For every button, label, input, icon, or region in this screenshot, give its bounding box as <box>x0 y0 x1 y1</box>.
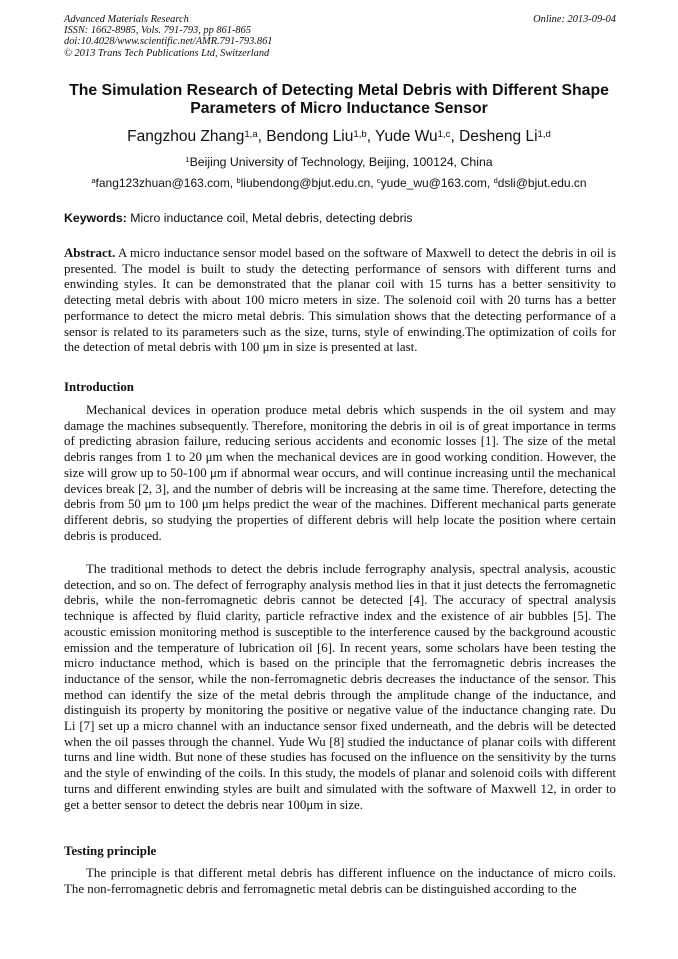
paper-title: The Simulation Research of Detecting Metal Debris with Different Shape Parameters of Micro Inductance Sensor <box>69 82 609 117</box>
email-list <box>40 176 638 190</box>
author-name: Desheng Li <box>459 128 538 145</box>
issn-line: ISSN: 1662-8985, Vols. 791-793, pp 861-865 <box>64 25 252 37</box>
doi-line: doi:10.4028/www.scientific.net/AMR.791-793.861 <box>64 36 273 48</box>
author-name: Fangzhou Zhang <box>127 128 245 145</box>
testing-principle-heading: Testing principle <box>64 844 157 858</box>
introduction-paragraph-2: The traditional methods to detect the debris include ferrography analysis, spectral analysis, acoustic detection, and so on. The defect of ferrography analysis method lies in that it just detects the ferromagnetic debris, while the non-ferromagnetic debris cannot be detected [4]. The accuracy of spectral analysis technique is affected by fluid clarity, particle refractive index and the existence of air bubbles [5]. The acoustic emission monitoring method is susceptible to the interference caused by the background acoustic emission and the temperature of lubrication oil [6]. In recent years, some scholars have been testing the micro inductance method, which is based on the principle that the ferromagnetic debris increases the inductance of the sensor, while the non-ferromagnetic debris decreases the inductance of the sensor. This method can identify the size of the metal debris through the amplitude change of the inductance, and distinguish its property by monitoring the positive or negative value of the inductance changing rate. Du Li [7] set up a micro channel with an inductance sensor fixed underneath, and the debris will be detected when the oil passes through the channel. Yude Wu [8] studied the inductance of planar coils with different turns and line width. But none of these studies has focused on the influence on the sensitivity by the turns and the style of enwinding of the coils. In this study, the models of planar and solenoid coils with different turns and different enwinding styles are built and simulated with the software of Maxwell 12, in order to get a better sensor to detect the debris near 100μm in size. <box>64 562 616 812</box>
journal-name: Advanced Materials Research <box>64 14 189 25</box>
author-affiliation-mark: 1,b <box>353 128 367 140</box>
email-address: liubendong@bjut.edu.cn, <box>240 176 377 190</box>
author-affiliation-mark: 1,d <box>537 128 551 140</box>
email-mark: b <box>236 176 241 186</box>
author-separator: , <box>366 128 376 145</box>
testing-principle-paragraph: The principle is that different metal debris has different influence on the inductance of micro coils. The non-ferromagnetic debris and ferromagnetic metal debris can be distinguished according to the <box>64 866 616 896</box>
author-separator: , <box>257 128 267 145</box>
abstract <box>64 246 616 356</box>
email-address: fang123zhuan@163.com, <box>95 176 237 190</box>
email-mark: d <box>493 176 498 186</box>
author-affiliation-mark: 1,c <box>437 128 451 140</box>
email-address: yude_wu@163.com, <box>380 176 494 190</box>
keywords-label: Keywords: <box>64 211 127 225</box>
copyright-line: © 2013 Trans Tech Publications Ltd, Switzerland <box>64 47 270 59</box>
author-name: Yude Wu <box>375 128 438 145</box>
author-list <box>40 128 638 146</box>
affiliation-mark: 1 <box>185 155 190 165</box>
email-address: dsli@bjut.edu.cn <box>497 176 587 190</box>
online-date: Online: 2013-09-04 <box>533 14 616 25</box>
author-name: Bendong Liu <box>266 128 354 145</box>
journal-header <box>64 14 616 59</box>
email-mark: c <box>376 176 381 186</box>
author-separator: , <box>450 128 460 145</box>
keywords <box>64 211 616 225</box>
author-affiliation-mark: 1,a <box>244 128 258 140</box>
introduction-paragraph-1: Mechanical devices in operation produce metal debris which suspends in the oil system and may damage the machines subsequently. Therefore, monitoring the debris in oil is of great importance in terms of predicting abrasion failure, reducing serious accidents and economic losses [1]. The size of the metal debris ranges from 1 to 20 μm when the mechanical devices are in good working condition. However, the size will grow up to 50-100 μm if abnormal wear occurs, and will continue increasing until the mechanical devices break [2, 3], and the number of debris will be increasing at the same time. Therefore, detecting the debris from 50 μm to 100 μm helps predict the wear of the machines. Different mechanical parts generate different debris, so studying the properties of different debris will help locate the position where certain debris is produced. <box>64 403 616 543</box>
abstract-label: Abstract. <box>64 246 116 260</box>
affiliation-text: Beijing University of Technology, Beijing, 100124, China <box>189 155 493 169</box>
introduction-heading: Introduction <box>64 380 134 394</box>
email-mark: a <box>91 176 96 186</box>
keywords-text: Micro inductance coil, Metal debris, detecting debris <box>126 211 413 225</box>
abstract-text: A micro inductance sensor model based on the software of Maxwell to detect the debris in oil is presented. The model is built to study the detecting performance of sensors with different turns and enwinding styles. It can be demonstrated that the planar coil with 15 turns has a better sensitivity to detecting metal debris with about 100 micro meters in size. The solenoid coil with 20 turns has a better performance to detect the micro metal debris. This simulation shows that the detecting performance of a sensor is related to its parameters such as the size, turns, style of enwinding.The optimization of coils for the detection of metal debris with 100 μm in size is presented at last. <box>64 246 616 355</box>
affiliation <box>40 155 638 169</box>
